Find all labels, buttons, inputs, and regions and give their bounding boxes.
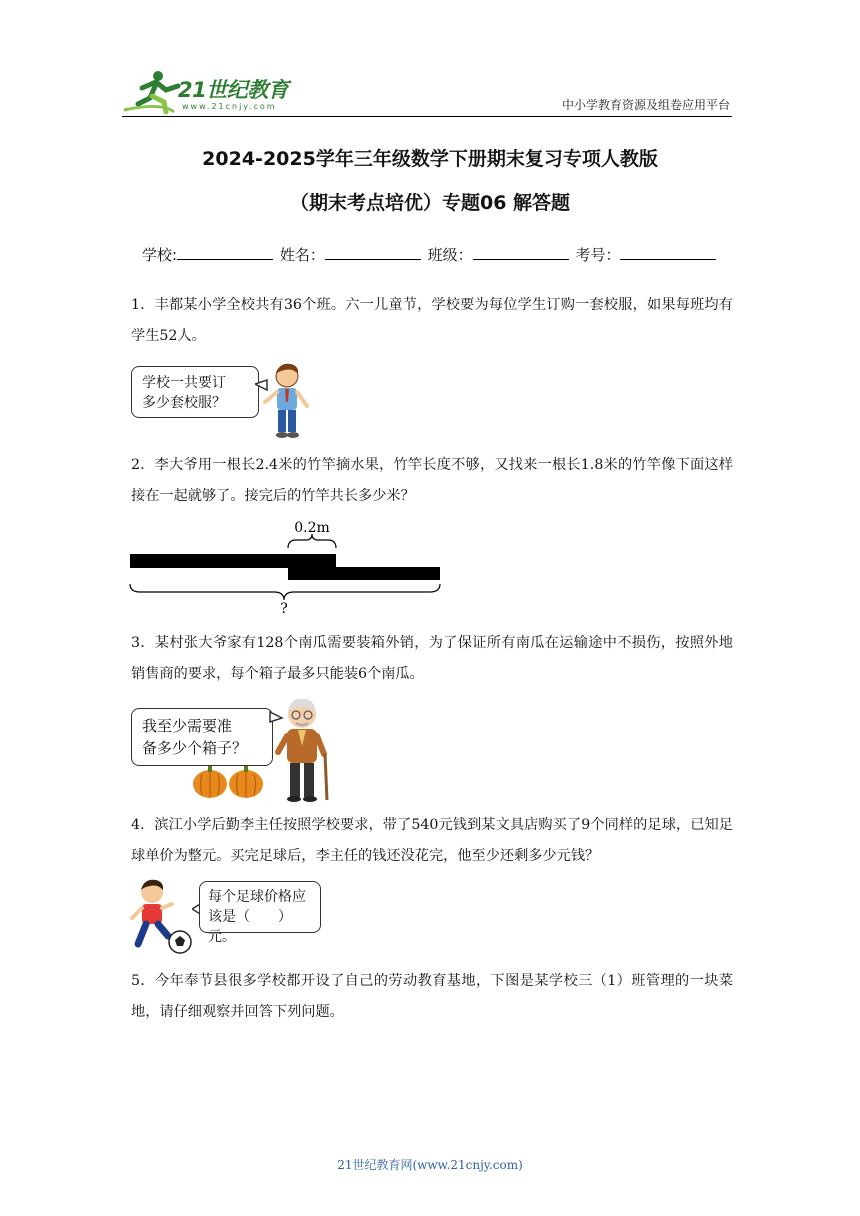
page-title-line2: （期末考点培优）专题06 解答题 [289,192,571,214]
school-blank[interactable] [177,245,273,260]
class-label: 班级： [427,246,473,264]
name-label: 姓名： [279,246,325,264]
question-1-text: 1．丰都某小学全校共有36个班。六一儿童节，学校要为每位学生订购一套校服，如果每班均有学生52人。 [131,297,733,344]
question-1-bubble [131,366,259,418]
total-brace [130,584,440,600]
header-divider [122,116,732,117]
name-blank[interactable] [325,245,421,260]
logo-text: 21世纪教育 [178,78,289,102]
bamboo-pole-2 [288,567,440,580]
grandpa-and-pumpkins-illustration [190,696,335,802]
pumpkin-icon [229,766,263,798]
bubble-line: 多少套校服？ [142,395,226,411]
grandpa-icon [278,699,327,802]
bubble-line: 我至少需要准 [142,717,233,735]
question-3-text: 3．某村张大爷家有128个南瓜需要装箱外销，为了保证所有南瓜在运输途中不损伤，按照外地销售商的要求，每个箱子最多只能装6个南瓜。 [131,635,733,682]
logo-url: www.21cnjy.com [182,102,277,111]
footer-link[interactable]: 21世纪教育网(www.21cnjy.com) [337,1158,523,1172]
school-label: 学校: [142,246,178,264]
question-4-bubble [199,881,321,945]
total-label: ? [280,601,288,617]
bamboo-pole-diagram [128,520,444,620]
number-blank[interactable] [620,245,716,260]
class-blank[interactable] [473,245,569,260]
question-2-text: 2．李大爷用一根长2.4米的竹竿摘水果，竹竿长度不够，又找来一根长1.8米的竹竿像下面这样接在一起就够了。接完后的竹竿共长多少米？ [131,457,733,504]
bubble-line: 学校一共要订 [142,375,226,391]
bubble-line: 每个足球价格应 [208,889,306,905]
boy-student-icon [255,362,315,440]
student-info-fields [142,244,718,265]
question-5-text: 5．今年奉节县很多学校都开设了自己的劳动教育基地，下图是某学校三（1）班管理的一块菜地，请仔细观察并回答下列问题。 [131,973,733,1020]
page-title-line1: 2024-2025学年三年级数学下册期末复习专项人教版 [202,148,658,170]
bubble-line: 备多少个箱子？ [142,739,248,757]
bubble-line: 该是（ ）元。 [208,909,292,945]
question-4-text: 4．滨江小学后勤李主任按照学校要求，带了540元钱到某文具店购买了9个同样的足球，已知足球单价为整元。买完足球后，李主任的钱还没花完，他至少还剩多少元钱？ [131,817,733,864]
platform-label: 中小学教育资源及组卷应用平台 [561,98,730,112]
overlap-label: 0.2m [294,520,330,536]
number-label: 考号： [575,246,621,264]
pumpkin-icon [193,766,227,798]
boy-soccer-icon [128,878,196,958]
overlap-brace [288,534,336,548]
